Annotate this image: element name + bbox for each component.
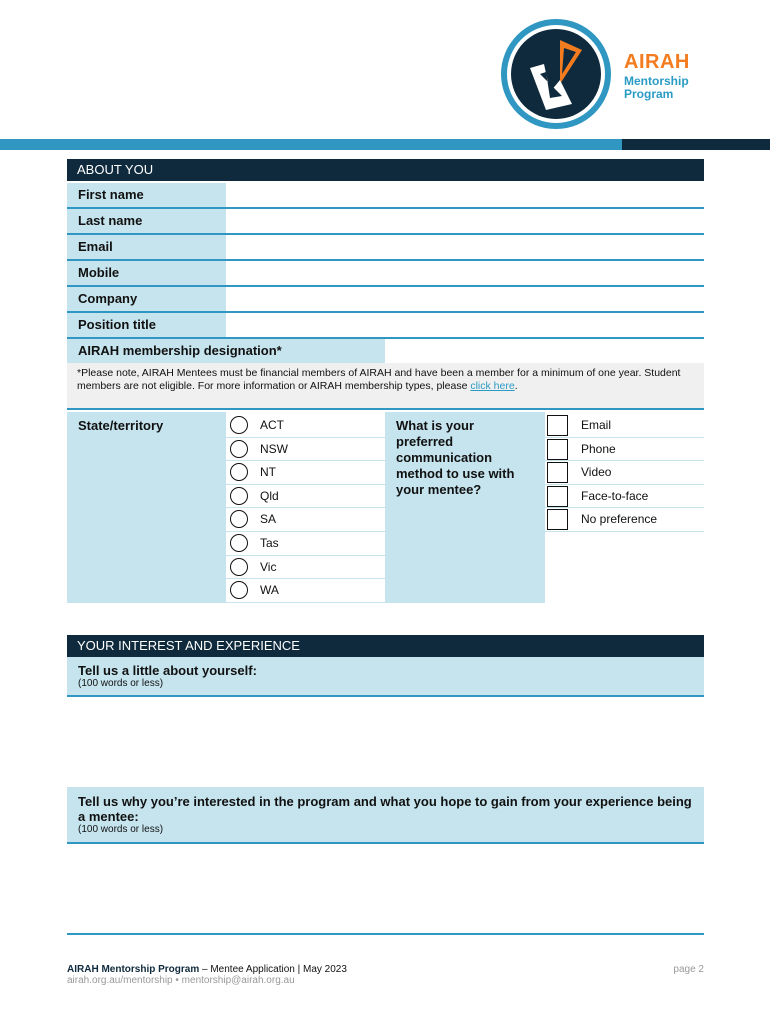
company-input[interactable]: [226, 287, 704, 311]
email-label: Email: [67, 235, 226, 259]
logo-line1: Mentorship: [624, 74, 689, 88]
comm-label: What is your preferred communication method to use with your mentee?: [396, 418, 515, 497]
radio-icon[interactable]: [230, 487, 248, 505]
radio-icon[interactable]: [230, 440, 248, 458]
state-option-sa[interactable]: [226, 508, 385, 532]
state-label-vic: Vic: [260, 559, 277, 574]
state-label-nsw: NSW: [260, 441, 288, 456]
state-option-vic[interactable]: [226, 556, 385, 580]
radio-icon[interactable]: [230, 581, 248, 599]
question-why-interested: [67, 787, 704, 844]
logo-airah: AIRAH: [624, 51, 690, 73]
state-option-qld[interactable]: [226, 485, 385, 509]
state-option-act[interactable]: [226, 414, 385, 438]
first-name-input[interactable]: [226, 183, 704, 207]
footer-divider: [67, 933, 704, 935]
comm-label-no-preference: No preference: [581, 512, 658, 527]
q2-title: Tell us why you’re interested in the program and what you hope to gain from your experience being a mentee:: [78, 794, 692, 824]
state-label-wa: WA: [260, 583, 279, 598]
comm-label-phone: Phone: [581, 441, 616, 456]
field-row-first-name: [67, 183, 704, 209]
field-row-last-name: [67, 209, 704, 235]
membership-label: AIRAH membership designation*: [67, 339, 385, 363]
checkbox-icon[interactable]: [547, 486, 568, 507]
comm-option-video[interactable]: [545, 461, 704, 485]
footer-program: AIRAH Mentorship Program: [67, 964, 200, 975]
field-row-email: [67, 235, 704, 261]
company-label: Company: [67, 287, 226, 311]
airah-logo-icon: [500, 18, 612, 130]
about-yourself-textarea[interactable]: [67, 697, 704, 787]
state-label-tas: Tas: [260, 536, 279, 550]
header-stripe: [0, 139, 622, 150]
checkbox-icon[interactable]: [547, 415, 568, 436]
q2-hint: (100 words or less): [78, 824, 164, 835]
section-interest-heading: YOUR INTEREST AND EXPERIENCE: [67, 635, 704, 657]
click-here-link[interactable]: click here: [470, 380, 515, 392]
field-row-mobile: [67, 261, 704, 287]
checkbox-icon[interactable]: [547, 509, 568, 530]
footer-doc: – Mentee Application | May 2023: [199, 964, 347, 975]
question-about-yourself: [67, 657, 704, 697]
state-label-act: ACT: [260, 418, 284, 432]
comm-option-face-to-face[interactable]: [545, 485, 704, 509]
field-row-membership: [67, 339, 704, 365]
first-name-label: First name: [67, 183, 226, 207]
field-row-position-title: [67, 313, 704, 339]
logo-text: [624, 52, 690, 101]
state-label-nt: NT: [260, 465, 276, 480]
last-name-label: Last name: [67, 209, 226, 233]
state-option-nt[interactable]: [226, 461, 385, 485]
state-label-qld: Qld: [260, 488, 279, 503]
position-title-input[interactable]: [226, 313, 704, 337]
email-input[interactable]: [226, 235, 704, 259]
position-title-label: Position title: [67, 313, 226, 337]
header-stripe-dark: [622, 139, 770, 150]
logo-subtitle: [624, 75, 690, 101]
radio-icon[interactable]: [230, 463, 248, 481]
radio-icon[interactable]: [230, 510, 248, 528]
field-row-company: [67, 287, 704, 313]
state-label-sa: SA: [260, 512, 277, 527]
membership-input[interactable]: [385, 339, 704, 363]
membership-note: [67, 363, 704, 410]
section-about-heading: ABOUT YOU: [67, 159, 704, 181]
q1-hint: (100 words or less): [78, 678, 164, 689]
comm-label-face-to-face: Face-to-face: [581, 488, 649, 503]
radio-icon[interactable]: [230, 416, 248, 434]
state-option-wa[interactable]: [226, 579, 385, 603]
note-end: .: [514, 380, 518, 392]
logo-line2: Program: [624, 87, 674, 101]
page-number: page 2: [673, 964, 704, 975]
checkbox-icon[interactable]: [547, 439, 568, 460]
comm-label-video: Video: [581, 465, 612, 480]
comm-option-no-preference[interactable]: [545, 508, 704, 532]
q1-title: Tell us a little about yourself:: [78, 663, 257, 678]
footer-info: [67, 964, 347, 986]
checkbox-icon[interactable]: [547, 462, 568, 483]
mobile-label: Mobile: [67, 261, 226, 285]
state-option-tas[interactable]: [226, 532, 385, 556]
state-label-panel: [67, 412, 226, 603]
note-text: *Please note, AIRAH Mentees must be financial members of AIRAH and have been a member for a minimum of one year. Student members are not eligible. For more information or AIRAH membership types, please: [77, 367, 681, 392]
radio-icon[interactable]: [230, 558, 248, 576]
comm-option-email[interactable]: [545, 414, 704, 438]
state-option-nsw[interactable]: [226, 438, 385, 462]
radio-icon[interactable]: [230, 534, 248, 552]
state-label: State/territory: [78, 418, 164, 433]
last-name-input[interactable]: [226, 209, 704, 233]
mobile-input[interactable]: [226, 261, 704, 285]
footer-contact: airah.org.au/mentorship • mentorship@airah.org.au: [67, 975, 295, 986]
comm-option-phone[interactable]: [545, 438, 704, 462]
comm-label-email: Email: [581, 418, 612, 432]
why-interested-textarea[interactable]: [67, 844, 704, 930]
